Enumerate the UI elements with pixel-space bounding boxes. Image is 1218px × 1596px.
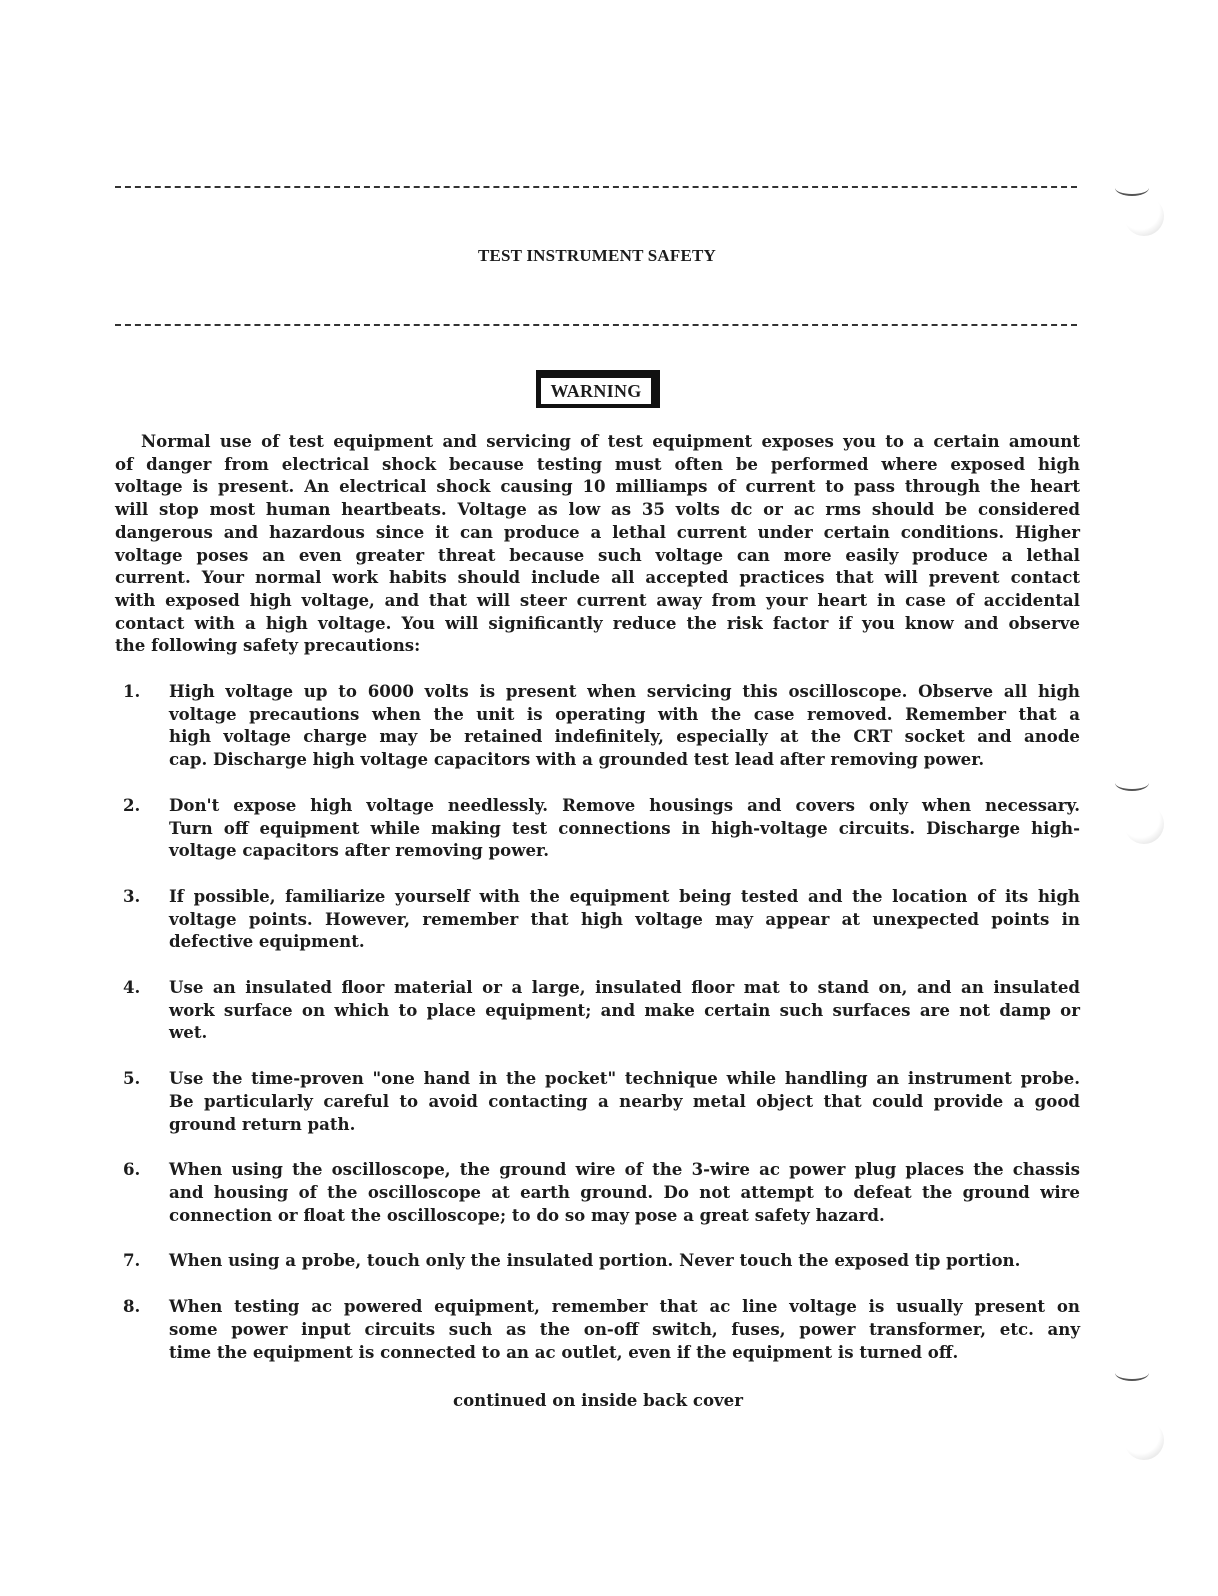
document-body [115,430,1080,1363]
top-divider [115,186,1077,188]
precaution-item [115,976,1080,1044]
text-line: voltage points. However, remember that high voltage may appear at unexpected points in [169,908,1080,929]
text-line: Be particularly careful to avoid contacting a nearby metal object that could provide a good [169,1090,1080,1111]
text-line: Use the time-proven "one hand in the pocket" technique while handling an instrument probe. [169,1068,1080,1089]
item-number: 1. [123,681,141,702]
warning-label: WARNING [540,377,652,405]
text-line: Turn off equipment while making test connections in high-voltage circuits. Discharge high- [169,817,1080,838]
text-line: voltage is present. An electrical shock causing 10 milliamps of current to pass through the heart [115,476,1080,497]
precaution-item [115,1158,1080,1226]
precaution-item [115,1295,1080,1363]
item-number: 7. [123,1250,141,1271]
text-line: contact with a high voltage. You will significantly reduce the risk factor if you know and observe [115,612,1080,633]
text-line: will stop most human heartbeats. Voltage as low as 35 volts dc or ac rms should be considered [115,499,1080,520]
text-line: voltage precautions when the unit is operating with the case removed. Remember that a [169,703,1080,724]
text-line: voltage poses an even greater threat because such voltage can more easily produce a lethal [115,544,1080,565]
text-line: wet. [169,1022,208,1043]
text-line: time the equipment is connected to an ac outlet, even if the equipment is turned off. [169,1341,959,1362]
warning-box [536,370,660,408]
text-line: When using the oscilloscope, the ground wire of the 3-wire ac power plug places the chassis [169,1159,1080,1180]
text-line: with exposed high voltage, and that will steer current away from your heart in case of accidental [115,589,1080,610]
text-line: Don't expose high voltage needlessly. Remove housings and covers only when necessary. [169,794,1080,815]
title-divider [115,324,1077,326]
precaution-item [115,1249,1080,1272]
text-line: If possible, familiarize yourself with the equipment being tested and the location of its high [169,885,1080,906]
punch-hole [1124,1420,1164,1460]
text-line: When using a probe, touch only the insulated portion. Never touch the exposed tip portion. [169,1250,1021,1271]
text-line: current. Your normal work habits should include all accepted practices that will prevent contact [115,567,1080,588]
text-line: High voltage up to 6000 volts is present when servicing this oscilloscope. Observe all high [169,681,1080,702]
text-line: cap. Discharge high voltage capacitors with a grounded test lead after removing power. [169,749,985,770]
page-title: TEST INSTRUMENT SAFETY [477,246,717,265]
punch-hole [1124,196,1164,236]
text-line: of danger from electrical shock because testing must often be performed where exposed high [115,453,1080,474]
item-number: 2. [123,794,141,815]
intro-paragraph [115,430,1080,657]
text-line: Normal use of test equipment and servicing of test equipment exposes you to a certain amount [141,431,1080,451]
text-line: and housing of the oscilloscope at earth ground. Do not attempt to defeat the ground wire [169,1181,1080,1202]
text-line: some power input circuits such as the on-off switch, fuses, power transformer, etc. any [169,1318,1080,1339]
text-line: Use an insulated floor material or a large, insulated floor mat to stand on, and an insulated [169,977,1080,998]
punch-hole [1124,804,1164,844]
precaution-item [115,794,1080,862]
binding-mark [1115,775,1149,791]
binding-mark [1115,180,1149,196]
item-number: 4. [123,977,141,998]
precaution-item [115,680,1080,771]
text-line: voltage capacitors after removing power. [169,840,550,861]
continued-note: continued on inside back cover [453,1390,743,1410]
binding-mark [1115,1365,1149,1381]
text-line: work surface on which to place equipment; and make certain such surfaces are not damp or [169,999,1080,1020]
item-number: 6. [123,1159,141,1180]
item-number: 3. [123,885,141,906]
text-line: high voltage charge may be retained indefinitely, especially at the CRT socket and anode [169,726,1080,747]
precautions-list [115,680,1080,1363]
text-line: defective equipment. [169,931,365,952]
text-line: When testing ac powered equipment, remember that ac line voltage is usually present on [169,1296,1080,1317]
text-line: dangerous and hazardous since it can produce a lethal current under certain conditions. Higher [115,521,1080,542]
precaution-item [115,1067,1080,1135]
text-line: connection or float the oscilloscope; to do so may pose a great safety hazard. [169,1204,885,1225]
text-line: ground return path. [169,1113,356,1134]
item-number: 8. [123,1296,141,1317]
precaution-item [115,885,1080,953]
item-number: 5. [123,1068,141,1089]
text-line: the following safety precautions: [115,635,421,656]
